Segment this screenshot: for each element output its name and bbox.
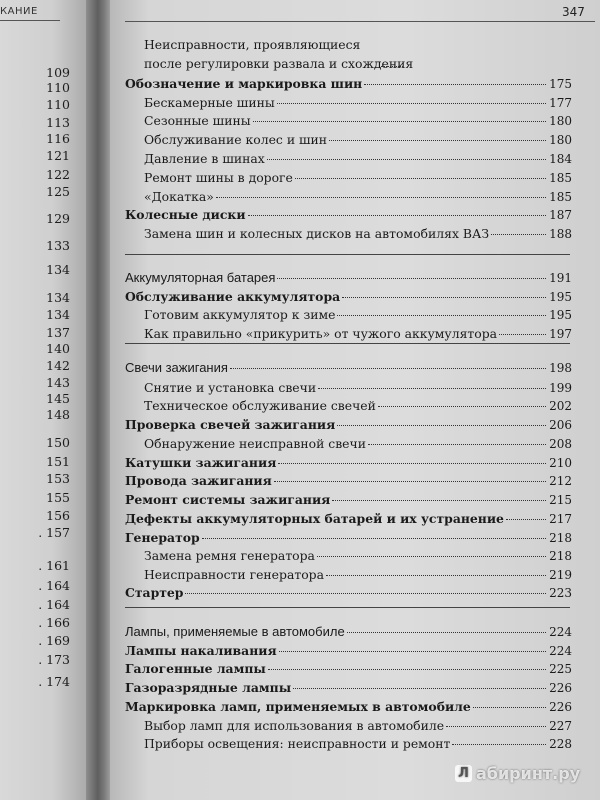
toc-leader-dots bbox=[277, 278, 546, 279]
left-page-number: 110 bbox=[46, 80, 70, 95]
toc-leader-dots bbox=[278, 463, 546, 464]
left-page-number: . 161 bbox=[38, 558, 70, 573]
toc-entry bbox=[125, 661, 572, 677]
toc-leader-dots bbox=[452, 744, 546, 745]
toc-entry-page: 184 bbox=[549, 152, 572, 166]
toc-entry-title: Бескамерные шины bbox=[144, 95, 275, 110]
toc-entry-page: 191 bbox=[549, 271, 572, 285]
toc-leader-dots bbox=[368, 444, 546, 445]
toc-entry-page: 217 bbox=[549, 512, 572, 526]
toc-entry-page: 224 bbox=[549, 625, 572, 639]
left-page-number: 125 bbox=[46, 184, 70, 199]
toc-entry-title: Катушки зажигания bbox=[125, 455, 277, 470]
toc-entry-text: после регулировки развала и схождения bbox=[144, 56, 414, 71]
toc-entry bbox=[125, 680, 572, 696]
toc-leader-dots bbox=[185, 593, 546, 594]
toc-leader-dots bbox=[332, 500, 546, 501]
toc-entry-title: Лампы накаливания bbox=[125, 643, 277, 658]
toc-entry-title: «Докатка» bbox=[144, 189, 214, 204]
left-page-number: 153 bbox=[46, 471, 70, 486]
toc-entry-title: Ремонт шины в дороге bbox=[144, 170, 293, 185]
toc-entry bbox=[125, 624, 572, 640]
toc-entry bbox=[125, 289, 572, 305]
toc-leader-dots bbox=[337, 425, 546, 426]
left-page-number: . 157 bbox=[38, 525, 70, 540]
left-page-number: . 166 bbox=[38, 615, 70, 630]
toc-entry bbox=[144, 326, 572, 342]
toc-entry-page: 219 bbox=[549, 568, 572, 582]
toc-entry bbox=[144, 151, 572, 167]
toc-entry-text: Неисправности, проявляющиеся bbox=[144, 37, 361, 52]
left-page-number: 121 bbox=[46, 148, 70, 163]
toc-entry-title: Снятие и установка свечи bbox=[144, 380, 317, 395]
left-page-number: 150 bbox=[46, 435, 70, 450]
toc-entry-page: 225 bbox=[549, 662, 572, 676]
toc-leader-dots bbox=[253, 121, 547, 122]
toc-leader-dots bbox=[337, 315, 546, 316]
left-running-header: КАНИЕ bbox=[0, 6, 38, 17]
toc-leader-dots bbox=[347, 632, 546, 633]
toc-entry-page: 195 bbox=[549, 308, 572, 322]
toc-entry-title: Обнаружение неисправной свечи bbox=[144, 436, 366, 451]
toc-entry bbox=[144, 226, 572, 242]
toc-entry-page: 212 bbox=[549, 474, 572, 488]
toc-entry bbox=[144, 436, 572, 452]
toc-entry-title: Ремонт системы зажигания bbox=[125, 492, 331, 507]
toc-entry bbox=[144, 170, 572, 186]
toc-entry-title: Замена шин и колесных дисков на автомобилях ВАЗ bbox=[144, 226, 490, 241]
toc-entry-title: Генератор bbox=[125, 530, 200, 545]
watermark-text: абиринт.ру bbox=[476, 764, 581, 783]
page-number: 347 bbox=[562, 5, 585, 19]
toc-entry-title: Лампы, применяемые в автомобиле bbox=[125, 624, 345, 639]
toc-entry-page: 223 bbox=[549, 586, 572, 600]
toc-entry-title: Выбор ламп для использования в автомобиле bbox=[144, 718, 445, 733]
left-page-number: 148 bbox=[46, 407, 70, 422]
toc-leader-dots bbox=[506, 519, 546, 520]
toc-entry-title: Давление в шинах bbox=[144, 151, 265, 166]
toc-entry-title: Маркировка ламп, применяемых в автомобиле bbox=[125, 699, 471, 714]
toc-entry-title: Приборы освещения: неисправности и ремонт bbox=[144, 736, 451, 751]
toc-entry bbox=[144, 718, 572, 734]
toc-leader-dots bbox=[202, 538, 546, 539]
section-divider bbox=[125, 343, 570, 344]
toc-entry bbox=[144, 398, 572, 414]
toc-entry-title: Сезонные шины bbox=[144, 113, 251, 128]
left-page-number: 137 bbox=[46, 325, 70, 340]
toc-entry-page: 180 bbox=[549, 133, 572, 147]
toc-entry-page: 206 bbox=[549, 418, 572, 432]
toc-entry-title: Свечи зажигания bbox=[125, 360, 228, 375]
left-page-number: 129 bbox=[46, 211, 70, 226]
toc-leader-dots bbox=[317, 556, 546, 557]
toc-entry-page: 185 bbox=[549, 171, 572, 185]
toc-leader-dots bbox=[216, 197, 546, 198]
toc-entry bbox=[125, 270, 572, 286]
left-page-number: 156 bbox=[46, 508, 70, 523]
toc-leader-dots bbox=[499, 334, 546, 335]
toc-leader-dots bbox=[293, 688, 546, 689]
toc-entry-page: 185 bbox=[549, 190, 572, 204]
toc-entry-title: Стартер bbox=[125, 585, 184, 600]
left-page-number: 151 bbox=[46, 454, 70, 469]
toc-leader-dots bbox=[318, 388, 546, 389]
toc-entry bbox=[125, 530, 572, 546]
toc-leader-dots bbox=[329, 140, 546, 141]
toc-entry-page: 218 bbox=[549, 531, 572, 545]
left-page-number: 140 bbox=[46, 341, 70, 356]
labirint-watermark bbox=[455, 764, 580, 783]
toc-leader-dots bbox=[473, 707, 546, 708]
toc-entry-page: 208 bbox=[549, 437, 572, 451]
toc-entry-page: 224 bbox=[549, 644, 572, 658]
toc-leader-dots bbox=[364, 84, 546, 85]
toc-leader-dots bbox=[274, 481, 546, 482]
toc-entry-title: Газоразрядные лампы bbox=[125, 680, 292, 695]
labirint-logo-icon: Л bbox=[455, 765, 472, 782]
toc-entry-title: Техническое обслуживание свечей bbox=[144, 398, 376, 413]
toc-entry-page: 227 bbox=[549, 719, 572, 733]
section-divider bbox=[125, 607, 570, 608]
toc-entry-page: 199 bbox=[549, 381, 572, 395]
toc-entry bbox=[144, 736, 572, 752]
left-page-number: 155 bbox=[46, 490, 70, 505]
toc-entry-page: 175 bbox=[549, 77, 572, 91]
toc-entry bbox=[144, 548, 572, 564]
toc-entry bbox=[125, 492, 572, 508]
toc-leader-dots bbox=[279, 651, 546, 652]
left-page-number: 116 bbox=[46, 131, 70, 146]
toc-entry-page: 226 bbox=[549, 700, 572, 714]
toc-leader-dots bbox=[326, 575, 546, 576]
toc-entry bbox=[125, 76, 572, 92]
toc-leader-dots bbox=[248, 215, 547, 216]
toc-entry-title: Как правильно «прикурить» от чужого аккумулятора bbox=[144, 326, 498, 341]
toc-entry-title: Обозначение и маркировка шин bbox=[125, 76, 363, 91]
toc-entry bbox=[125, 699, 572, 715]
toc-entry-page: 198 bbox=[549, 361, 572, 375]
toc-entry-title: Проверка свечей зажигания bbox=[125, 417, 336, 432]
left-page-number: . 174 bbox=[38, 674, 70, 689]
book-gutter bbox=[86, 0, 112, 800]
toc-entry bbox=[144, 380, 572, 396]
toc-entry-page: 180 bbox=[549, 114, 572, 128]
toc-entry-title: Обслуживание аккумулятора bbox=[125, 289, 341, 304]
toc-entry-title: Замена ремня генератора bbox=[144, 548, 315, 563]
toc-entry-page: 210 bbox=[549, 456, 572, 470]
toc-entry-title: Готовим аккумулятор к зиме bbox=[144, 307, 336, 322]
toc-entry-page: 188 bbox=[549, 227, 572, 241]
toc-entry-title: Колесные диски bbox=[125, 207, 246, 222]
section-divider bbox=[125, 254, 570, 255]
toc-entry-title: Неисправности генератора bbox=[144, 567, 324, 582]
toc-entry bbox=[125, 207, 572, 223]
toc-leader-dots bbox=[295, 178, 546, 179]
right-page bbox=[110, 0, 600, 800]
left-page-number: . 164 bbox=[38, 578, 70, 593]
left-page-number: . 173 bbox=[38, 652, 70, 667]
toc-leader-dots bbox=[230, 368, 546, 369]
toc-entry bbox=[125, 455, 572, 471]
toc-entry bbox=[125, 473, 572, 489]
toc-entry-title: Провода зажигания bbox=[125, 473, 272, 488]
toc-entry bbox=[144, 132, 572, 148]
toc-leader-dots bbox=[277, 103, 546, 104]
left-page-number: . 169 bbox=[38, 633, 70, 648]
toc-entry bbox=[144, 567, 572, 583]
toc-entry bbox=[144, 95, 572, 111]
toc-leader-dots bbox=[381, 56, 403, 67]
toc-entry-page: 202 bbox=[549, 399, 572, 413]
left-page-number: 122 bbox=[46, 167, 70, 182]
toc-entry-title: Обслуживание колес и шин bbox=[144, 132, 328, 147]
toc-entry-page: 226 bbox=[549, 681, 572, 695]
toc-entry bbox=[125, 511, 572, 527]
left-page-number: 134 bbox=[46, 290, 70, 305]
toc-entry-page: 218 bbox=[549, 549, 572, 563]
left-page-number: 113 bbox=[46, 115, 70, 130]
toc-entry-title: Галогенные лампы bbox=[125, 661, 266, 676]
toc-entry-page: 187 bbox=[549, 208, 572, 222]
toc-entry-title: Аккумуляторная батарея bbox=[125, 270, 276, 285]
toc-entry bbox=[144, 307, 572, 323]
toc-entry-title: Дефекты аккумуляторных батарей и их устранение bbox=[125, 511, 504, 526]
left-page-number: 134 bbox=[46, 307, 70, 322]
toc-entry-page: 228 bbox=[549, 737, 572, 751]
toc-entry bbox=[125, 360, 572, 376]
toc-entry bbox=[125, 417, 572, 433]
toc-entry-page: 177 bbox=[549, 96, 572, 110]
toc-entry bbox=[144, 189, 572, 205]
toc-entry-page: 215 bbox=[549, 493, 572, 507]
left-page-number: 145 bbox=[46, 391, 70, 406]
toc-leader-dots bbox=[268, 669, 546, 670]
left-page-number: 134 bbox=[46, 262, 70, 277]
left-page-number: 109 bbox=[46, 65, 70, 80]
toc-entry-page: 195 bbox=[549, 290, 572, 304]
left-page-number: 142 bbox=[46, 358, 70, 373]
toc-entry bbox=[125, 585, 572, 601]
toc-leader-dots bbox=[378, 406, 546, 407]
left-page-number: 133 bbox=[46, 238, 70, 253]
toc-leader-dots bbox=[267, 159, 546, 160]
toc-entry bbox=[125, 643, 572, 659]
left-header-rule bbox=[0, 20, 60, 21]
left-page bbox=[0, 0, 88, 800]
header-rule bbox=[125, 21, 595, 22]
toc-entry bbox=[144, 113, 572, 129]
toc-leader-dots bbox=[491, 234, 546, 235]
left-page-number: . 164 bbox=[38, 597, 70, 612]
toc-entry-page: 197 bbox=[549, 327, 572, 341]
left-page-number: 110 bbox=[46, 97, 70, 112]
toc-leader-dots bbox=[342, 297, 546, 298]
toc-leader-dots bbox=[446, 726, 546, 727]
left-page-number: 143 bbox=[46, 375, 70, 390]
